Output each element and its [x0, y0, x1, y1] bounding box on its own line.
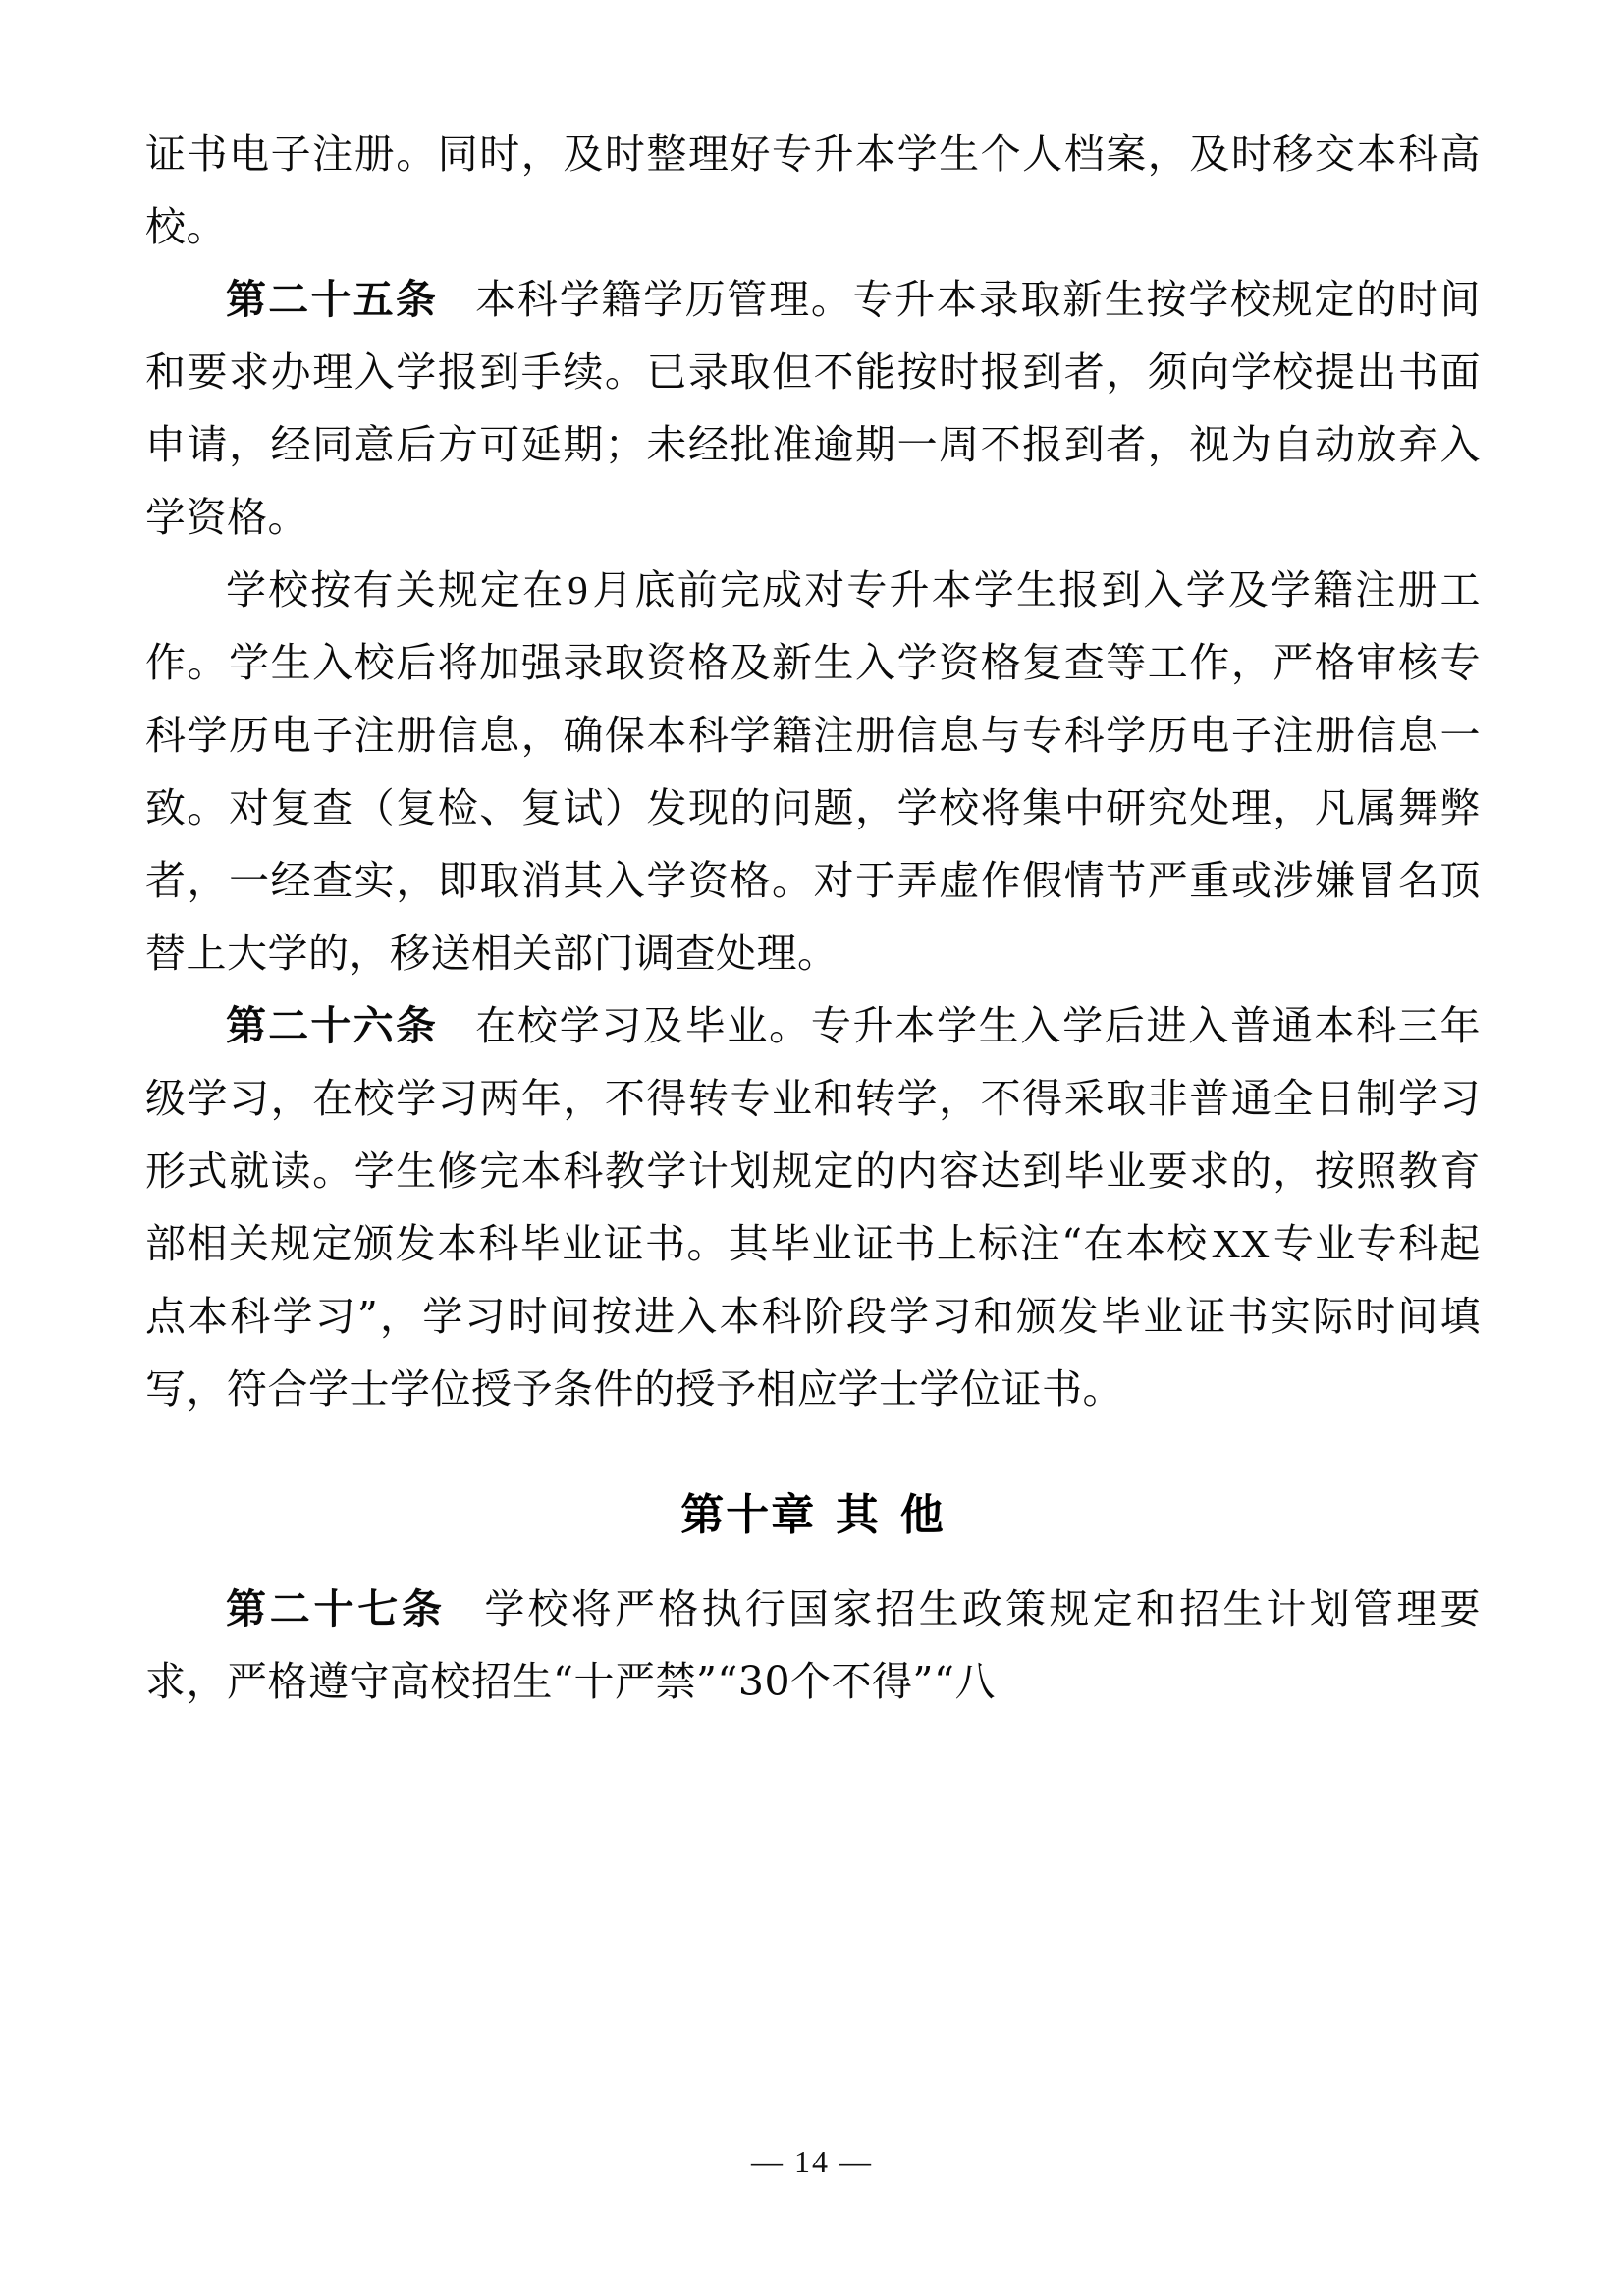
article-26-major-placeholder: XX	[1211, 1221, 1270, 1266]
registration-text-part1: 学校按有关规定在	[226, 566, 566, 614]
paragraph-continuation	[145, 118, 1481, 263]
article-25-paragraph	[145, 263, 1481, 554]
article-26-text-part1: 在校学习及毕业。专升本学生入学后进入普通本科三年级学习，在校学习两年，不得转专业和转学，不得采取非普通全日制学习形式就读。学生修完本科教学计划规定的内容达到毕业要求的，按照教育部相关规定颁发本科毕业证书。其毕业证书上标注“在本校	[145, 1002, 1482, 1267]
page-content	[145, 118, 1481, 1718]
article-26-paragraph	[145, 989, 1481, 1425]
footer-dash-left: —	[751, 2144, 785, 2179]
page-footer	[0, 2144, 1624, 2180]
article-25-text: 本科学籍学历管理。专升本录取新生按学校规定的时间和要求办理入学报到手续。已录取但不能按时报到者，须向学校提出书面申请，经同意后方可延期；未经批准逾期一周不报到者，视为自动放弃入学资格。	[145, 276, 1482, 541]
registration-month-number: 9	[568, 567, 588, 613]
article-26-text-part2: 专业专科起点本科学习”，学习时间按进入本科阶段学习和颁发毕业证书实际时间填写，符合学士学位授予条件的授予相应学士学位证书。	[145, 1220, 1482, 1413]
paragraph-continuation-text: 证书电子注册。同时，及时整理好专升本学生个人档案，及时移交本科高校。	[145, 131, 1481, 250]
article-27-label: 第二十七条	[226, 1585, 446, 1632]
article-27-text: 学校将严格执行国家招生政策规定和招生计划管理要求，严格遵守高校招生“十严禁”“30个不得”“八	[145, 1585, 1482, 1705]
chapter-heading-number: 第十章	[680, 1490, 817, 1540]
chapter-heading	[145, 1480, 1481, 1551]
footer-dash-right: —	[839, 2144, 873, 2179]
chapter-heading-title-char-2: 他	[899, 1490, 946, 1540]
chapter-heading-title-char-1: 其	[836, 1490, 881, 1540]
page-number: 14	[794, 2144, 830, 2179]
article-27-paragraph	[145, 1573, 1481, 1718]
registration-paragraph	[145, 554, 1481, 989]
article-26-label: 第二十六条	[226, 1002, 439, 1049]
registration-text-part2: 月底前完成对专升本学生报到入学及学籍注册工作。学生入校后将加强录取资格及新生入学资格复查等工作，严格审核专科学历电子注册信息，确保本科学籍注册信息与专科学历电子注册信息一致。对复查（复检、复试）发现的问题，学校将集中研究处理，凡属舞弊者，一经查实，即取消其入学资格。对于弄虚作假情节严重或涉嫌冒名顶替上大学的，移送相关部门调查处理。	[145, 566, 1482, 977]
article-25-label: 第二十五条	[226, 276, 439, 323]
